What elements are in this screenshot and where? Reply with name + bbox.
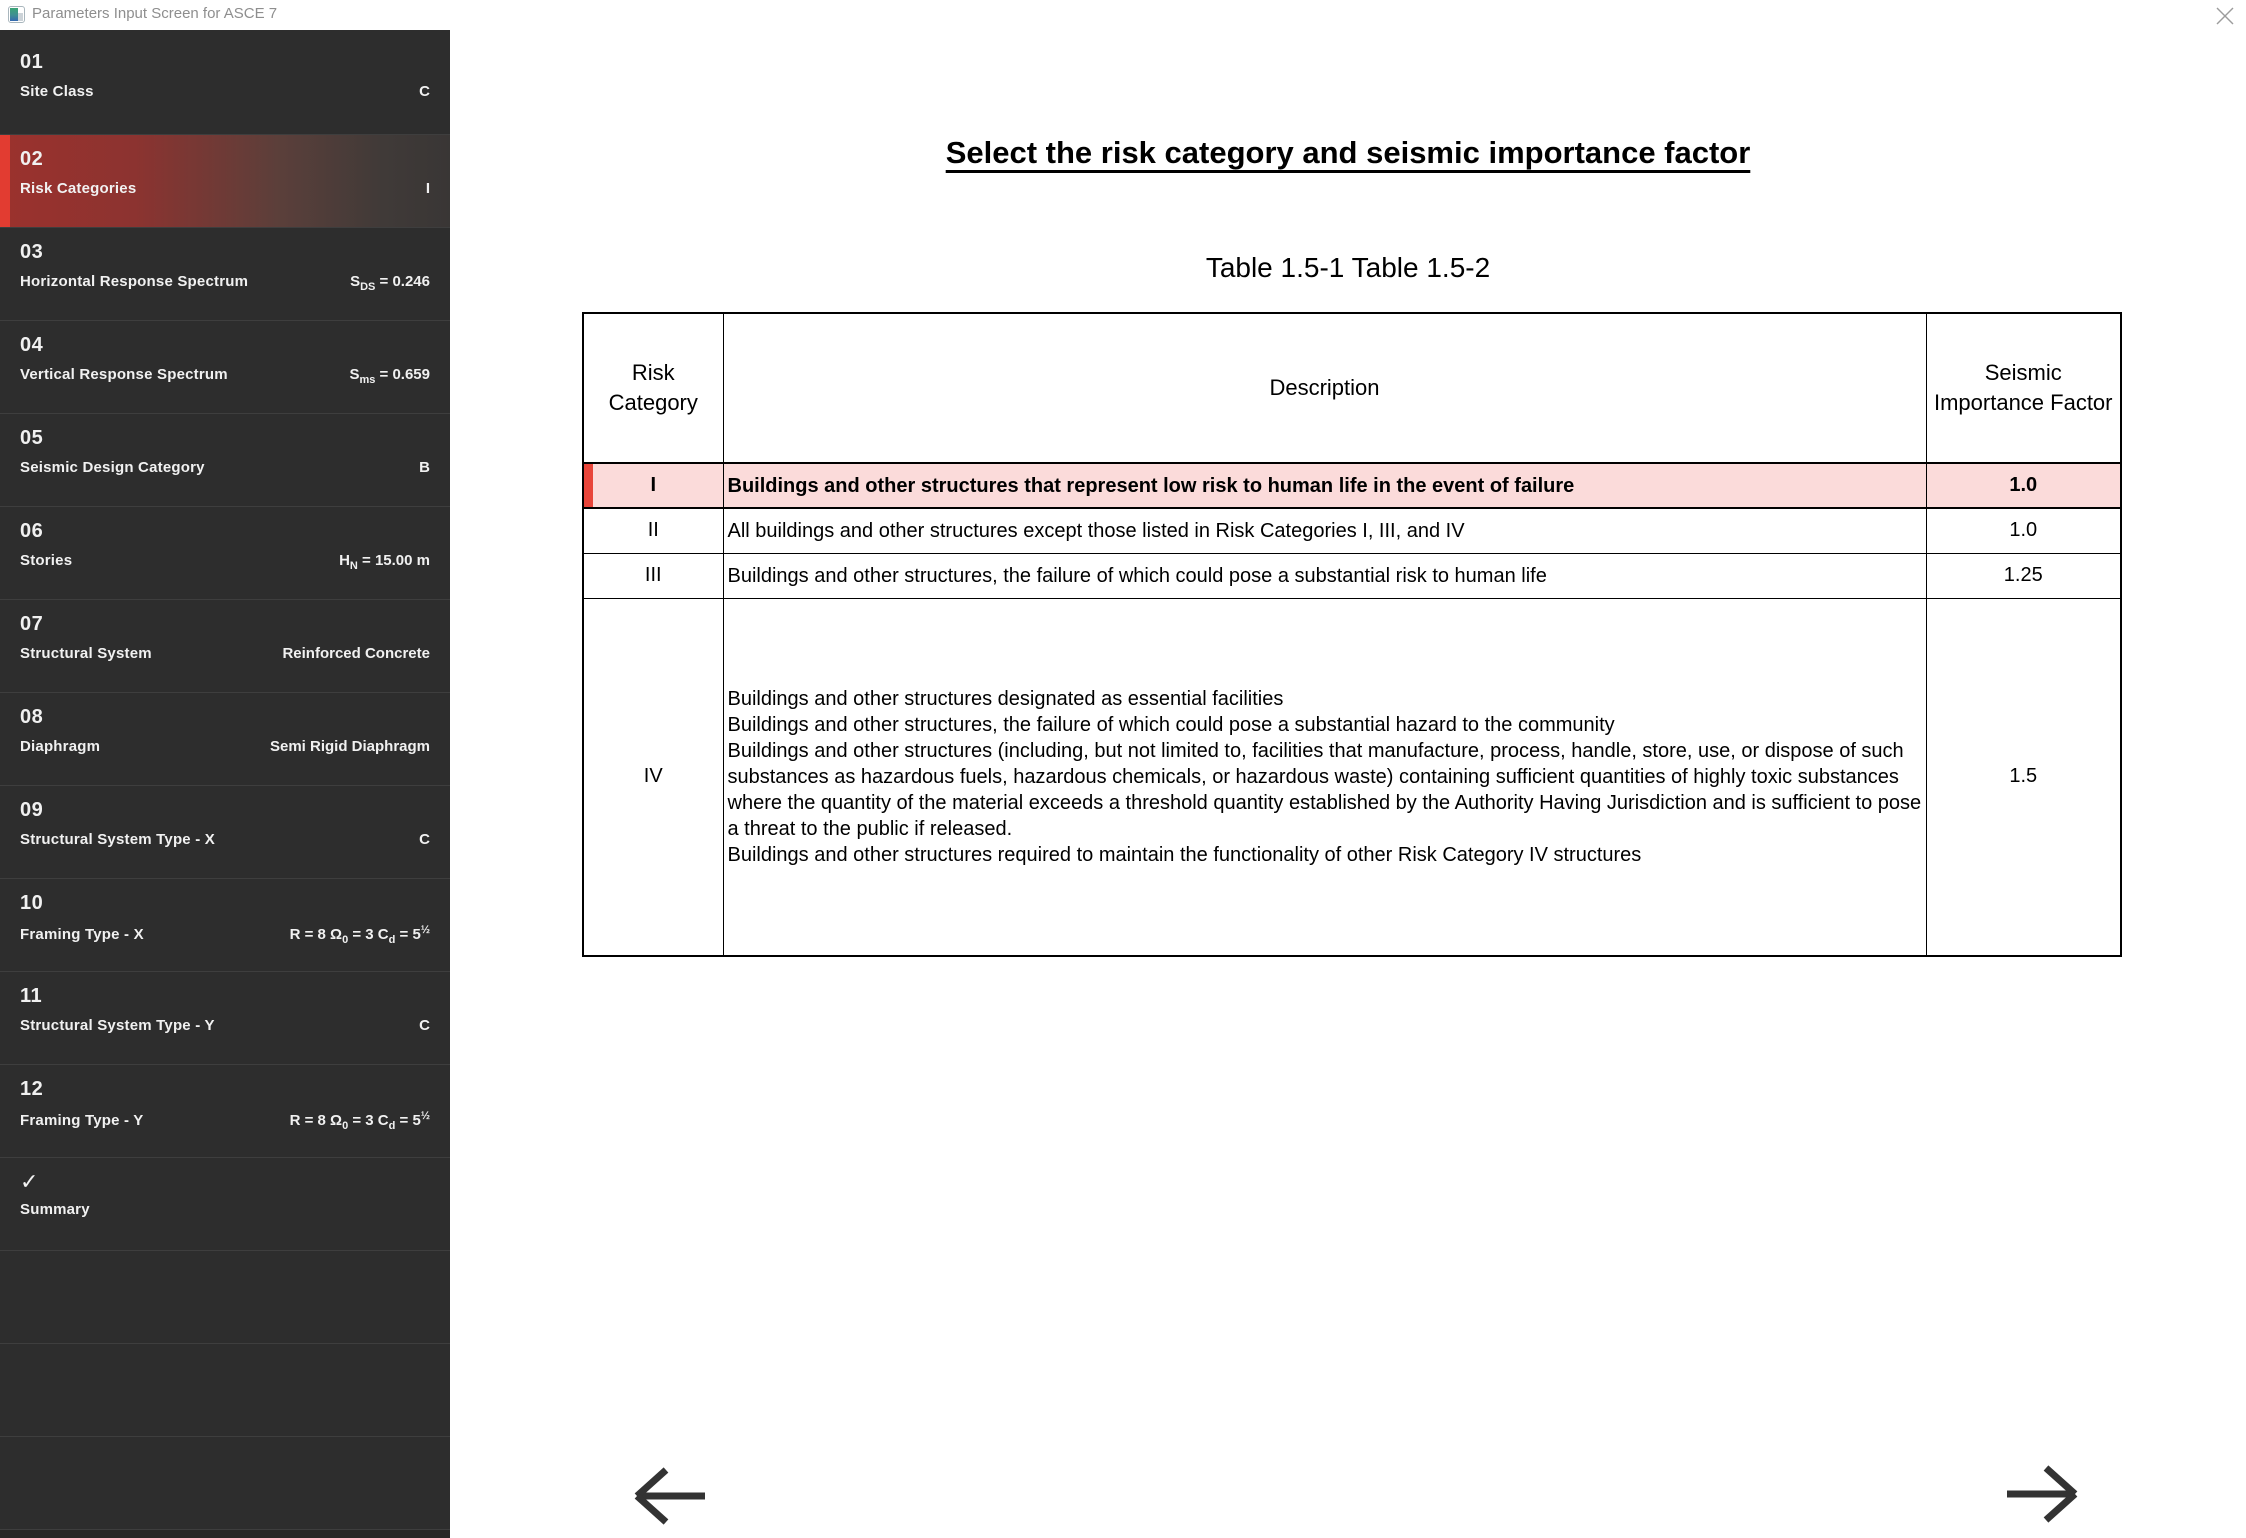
step-number: 12 [20, 1078, 44, 1100]
step-number: 04 [20, 334, 44, 356]
step-number: 08 [20, 706, 44, 728]
sidebar-empty-row [0, 1437, 450, 1530]
step-label: Framing Type - Y [20, 1112, 144, 1129]
description-line: Buildings and other structures that represent low risk to human life in the event of failure [727, 474, 1575, 497]
risk-row-iv[interactable] [583, 598, 2121, 956]
step-number: 01 [20, 51, 44, 73]
step-number: 09 [20, 799, 44, 821]
step-value: $S_{ms} = 0.659$ [349, 366, 430, 386]
step-label: Stories [20, 552, 73, 569]
check-icon: ✓ [20, 1169, 39, 1194]
risk-category-table-wrap [582, 312, 2120, 957]
risk-category-cell: I [583, 463, 723, 508]
description-line: Buildings and other structures (including, but not limited to, facilities that manufacture, process, handle, store, use, or dispose of such substances as hazardous fuels, hazardous chemicals, or hazardous waste) containing sufficient quantities of highly toxic substances where the quantity of the material exceeds a threshold quantity established by the Authority Having Jurisdiction and is sufficient to pose a threat to the public if released. [727, 739, 1922, 840]
importance-factor-cell: 1.25 [1926, 553, 2121, 598]
description-cell [723, 463, 1926, 508]
risk-category-table [582, 312, 2122, 957]
importance-factor-cell: 1.0 [1926, 463, 2121, 508]
step-value: Semi Rigid Diaphragm [269, 738, 430, 755]
step-number: 02 [20, 148, 44, 170]
main-content [450, 30, 2246, 1538]
step-value: Reinforced Concrete [282, 645, 430, 662]
step-number: 07 [20, 613, 44, 635]
header-risk-category: Risk Category [583, 313, 723, 463]
window-title: Parameters Input Screen for ASCE 7 [32, 5, 278, 22]
step-number: 10 [20, 892, 44, 914]
risk-row-iii[interactable] [583, 553, 2121, 598]
risk-row-ii[interactable] [583, 508, 2121, 553]
step-label: Structural System [20, 645, 152, 662]
table-reference-label: Table 1.5-1 Table 1.5-2 [1205, 252, 1491, 283]
steps-sidebar [0, 30, 450, 1538]
step-label: Seismic Design Category [20, 459, 205, 476]
step-label: Horizontal Response Spectrum [20, 273, 249, 290]
step-label: Structural System Type - Y [20, 1017, 215, 1034]
step-number: 05 [20, 427, 44, 449]
header-seismic-importance-factor: Seismic Importance Factor [1926, 313, 2121, 463]
step-value: C [419, 831, 430, 848]
risk-row-i[interactable] [583, 463, 2121, 508]
description-cell [723, 508, 1926, 553]
sidebar-item-framing-type-x[interactable] [0, 879, 450, 972]
sidebar-item-summary[interactable] [0, 1158, 450, 1251]
window-titlebar [0, 0, 2246, 30]
back-arrow-icon[interactable] [630, 1466, 710, 1526]
description-cell [723, 553, 1926, 598]
description-line: Buildings and other structures required to maintain the functionality of other Risk Category IV structures [727, 843, 1642, 866]
step-value: R = 8 $\Omega_0 = 3$ $C_d = 5^{\frac{1}{2}}$ [289, 1110, 430, 1132]
sidebar-item-structural-system-type-y[interactable] [0, 972, 450, 1065]
description-line: Buildings and other structures designated as essential facilities [727, 687, 1284, 710]
step-value: C [419, 83, 430, 100]
description-line: Buildings and other structures, the failure of which could pose a substantial hazard to the community [727, 713, 1615, 736]
step-value: B [419, 459, 430, 476]
importance-factor-cell: 1.0 [1926, 508, 2121, 553]
table-header-row [583, 313, 2121, 463]
step-label: Vertical Response Spectrum [20, 366, 228, 383]
risk-category-cell: II [583, 508, 723, 553]
sidebar-empty-row [0, 1344, 450, 1437]
step-label: Diaphragm [20, 738, 101, 755]
sidebar-item-seismic-design-category[interactable] [0, 414, 450, 507]
step-value: $S_{DS} = 0.246$ [350, 273, 430, 293]
importance-factor-cell: 1.5 [1926, 598, 2121, 956]
risk-category-cell: IV [583, 598, 723, 956]
step-label: Structural System Type - X [20, 831, 215, 848]
step-number: 03 [20, 241, 44, 263]
sidebar-empty-row [0, 1251, 450, 1344]
page-title: Select the risk category and seismic importance factor [945, 135, 1751, 170]
step-value: I [425, 180, 430, 197]
forward-arrow-icon[interactable] [2002, 1464, 2082, 1524]
sidebar-item-vertical-response-spectrum[interactable] [0, 321, 450, 414]
step-label: Summary [20, 1201, 90, 1218]
description-line: All buildings and other structures except those listed in Risk Categories I, III, and IV [727, 519, 1465, 542]
step-value: C [419, 1017, 430, 1034]
sidebar-item-stories[interactable] [0, 507, 450, 600]
description-cell [723, 598, 1926, 956]
sidebar-item-framing-type-y[interactable] [0, 1065, 450, 1158]
step-value: R = 8 $\Omega_0 = 3$ $C_d = 5^{\frac{1}{2}}$ [289, 924, 430, 946]
step-number: 11 [20, 985, 43, 1007]
step-value: $H_N = 15.00$ m [339, 552, 430, 572]
sidebar-item-risk-categories[interactable] [0, 135, 450, 228]
sidebar-bottom-strip [0, 1530, 450, 1538]
step-number: 06 [20, 520, 44, 542]
sidebar-item-structural-system[interactable] [0, 600, 450, 693]
sidebar-item-site-class[interactable] [0, 30, 450, 135]
header-description: Description [723, 313, 1926, 463]
step-label: Framing Type - X [20, 926, 144, 943]
risk-category-cell: III [583, 553, 723, 598]
sidebar-item-diaphragm[interactable] [0, 693, 450, 786]
sidebar-item-horizontal-response-spectrum[interactable] [0, 228, 450, 321]
app-window-icon [8, 6, 25, 23]
sidebar-item-structural-system-type-x[interactable] [0, 786, 450, 879]
step-label: Site Class [20, 83, 94, 100]
close-icon[interactable] [2214, 5, 2236, 27]
description-line: Buildings and other structures, the failure of which could pose a substantial risk to human life [727, 564, 1547, 587]
step-label: Risk Categories [20, 180, 137, 197]
